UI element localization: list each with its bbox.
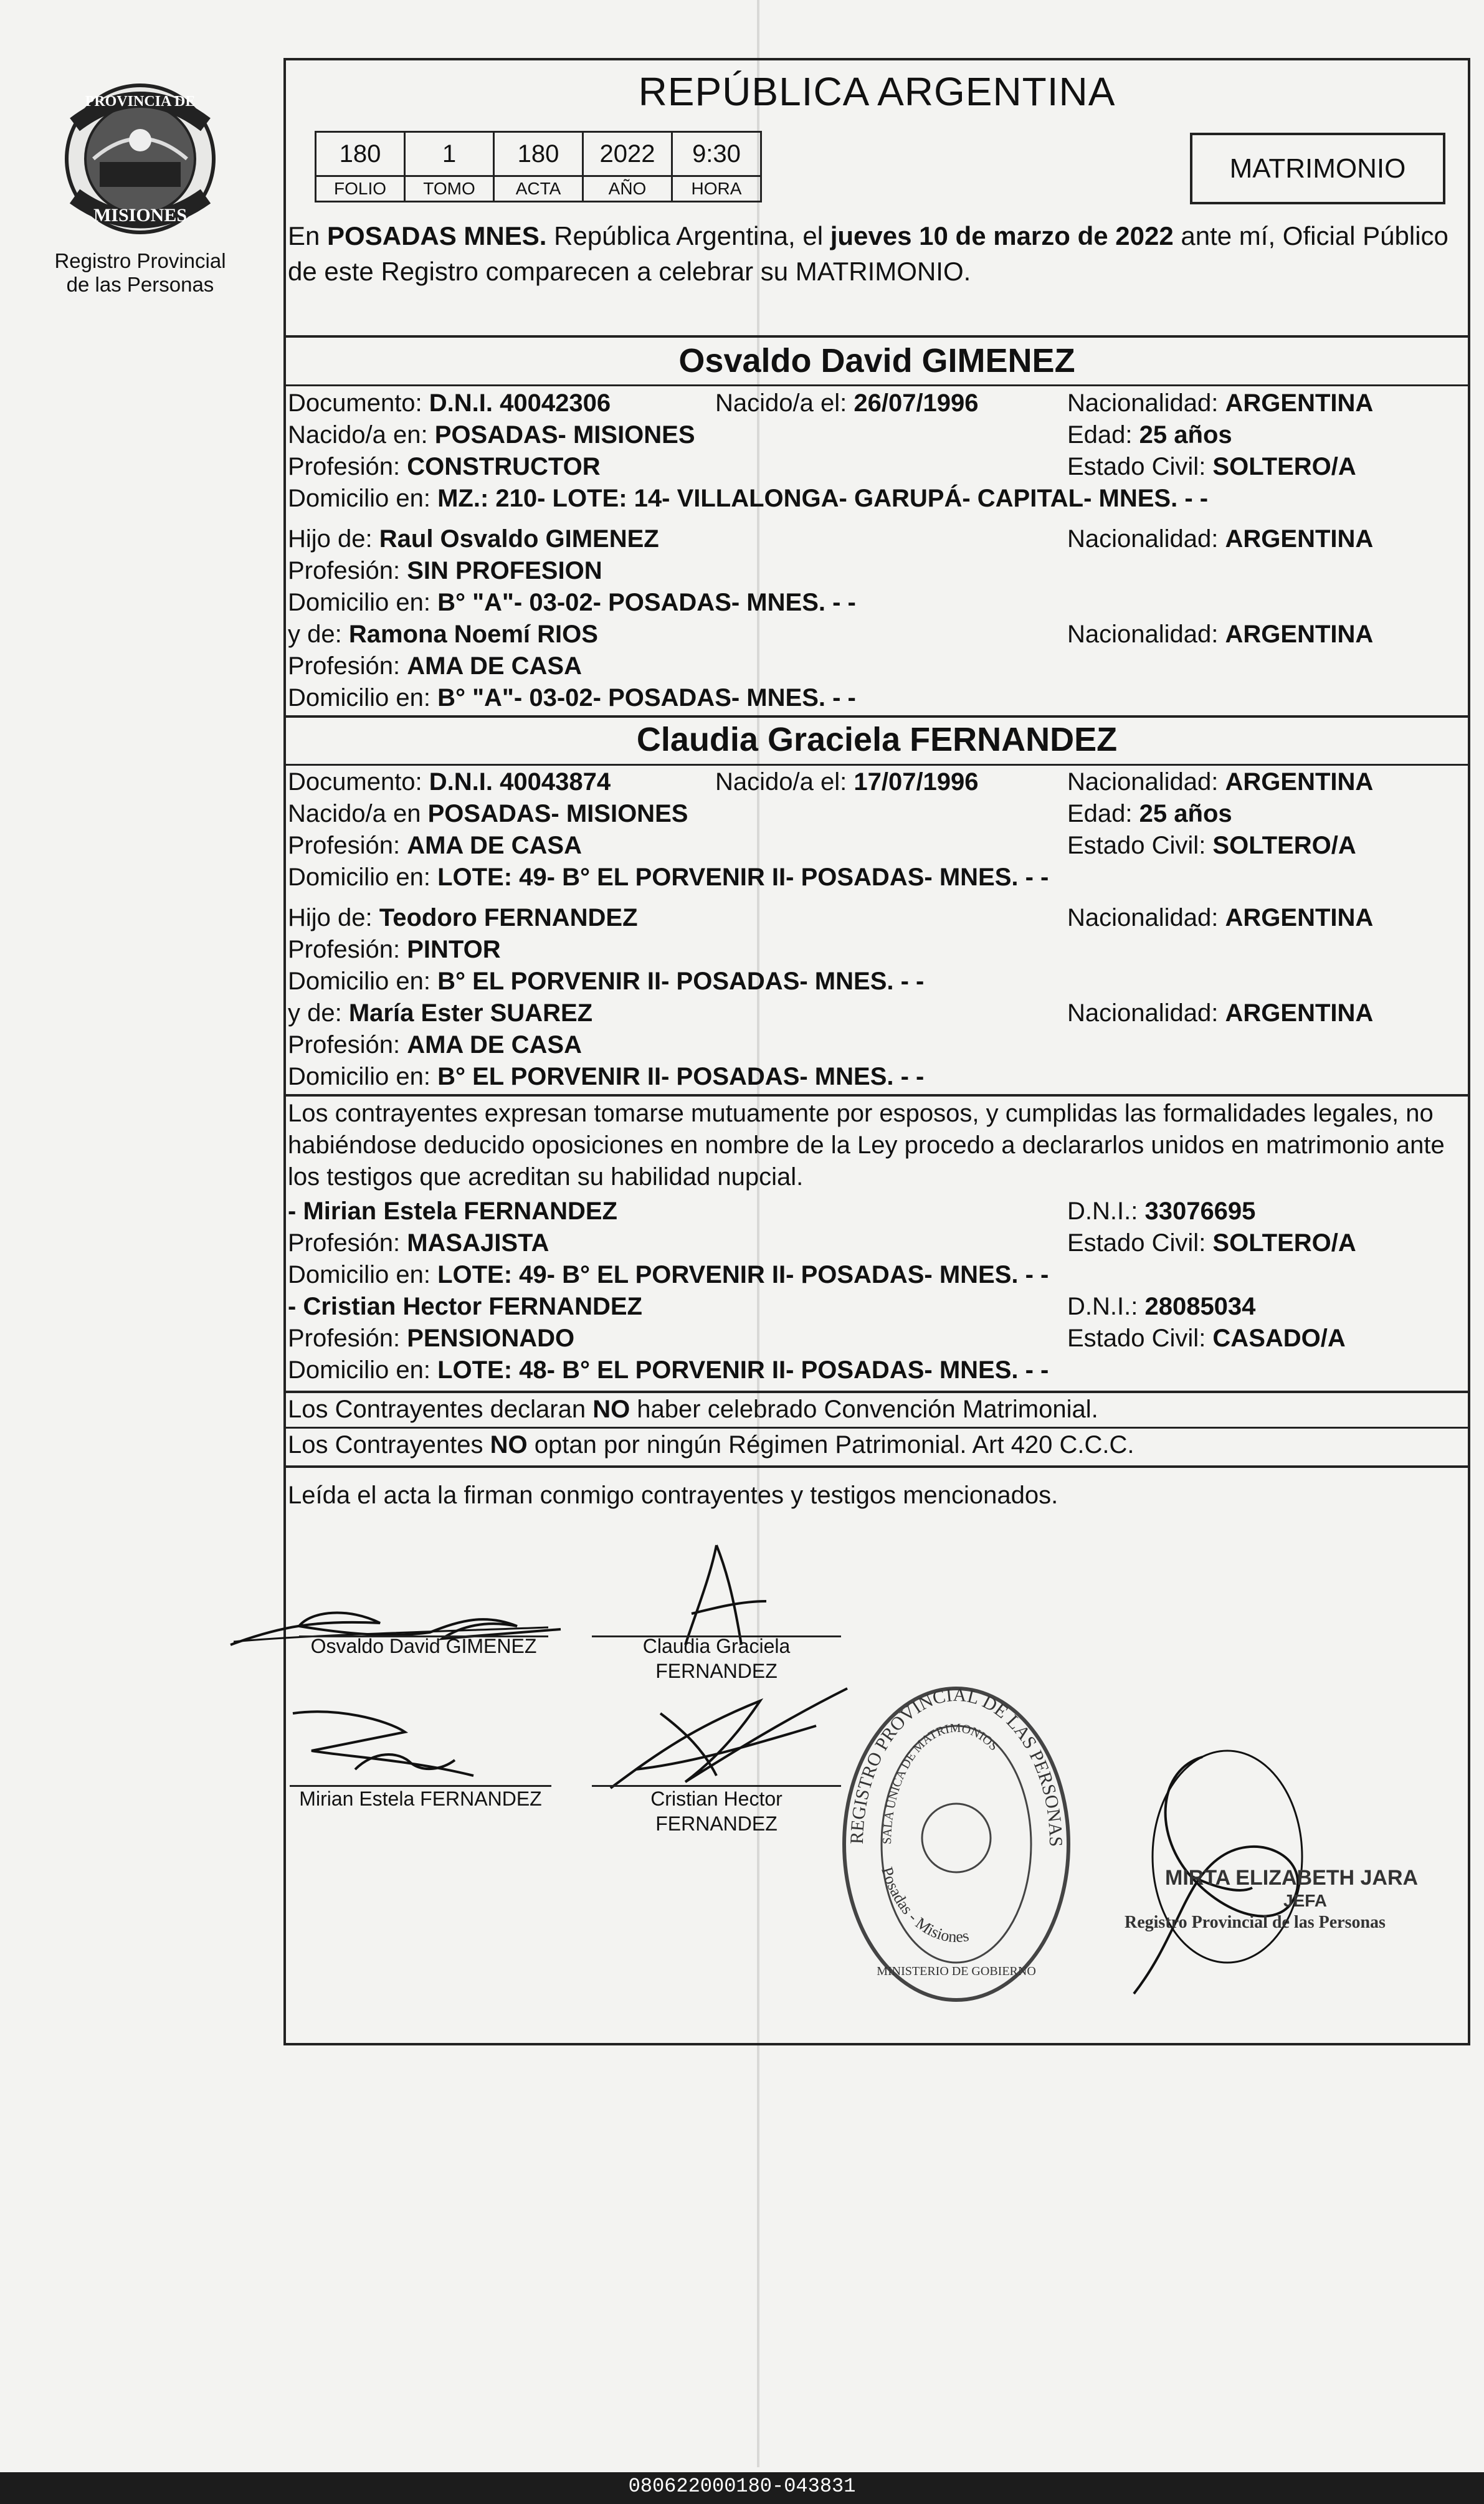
witness1-address: Domicilio en: LOTE: 49- B° EL PORVENIR II- POSADAS- MNES. - - [288,1261,1049,1288]
official-name: MIRTA ELIZABETH JARA [1165,1866,1419,1890]
signature-label-witness1: Mirian Estela FERNANDEZ [299,1788,542,1810]
spouse1-mother-nationality: Nacionalidad: ARGENTINA [1067,621,1374,648]
regime-statement: Los Contrayentes NO optan por ningún Régimen Patrimonial. Art 420 C.C.C. [288,1431,1134,1459]
official-seal [1096,1732,1445,2019]
spouse2-civil-status: Estado Civil: SOLTERO/A [1067,832,1356,859]
signature-mirian [287,1701,511,1788]
divider [283,1427,1470,1429]
place: POSADAS MNES. [327,221,547,250]
spouse1-father-nationality: Nacionalidad: ARGENTINA [1067,525,1374,553]
spouse1-civil-status: Estado Civil: SOLTERO/A [1067,453,1356,480]
folio-value: 180 [316,132,405,176]
registry-label [37,249,243,297]
registry-stamp [838,1682,1075,2006]
spouse2-birthplace: Nacido/a en POSADAS- MISIONES [288,800,688,827]
document-title: REPÚBLICA ARGENTINA [638,69,1116,114]
divider [283,384,1470,386]
spouse1-name: Osvaldo David GIMENEZ [678,342,1075,379]
divider [283,764,1470,766]
divider [283,715,1470,718]
reference-table [315,131,762,202]
province-seal-logo [62,81,218,237]
convention-statement: Los Contrayentes declaran NO haber celebrado Convención Matrimonial. [288,1396,1098,1423]
anio-value: 2022 [583,132,672,176]
spouse1-document: Documento: D.N.I. 40042306 [288,389,611,417]
spouse2-mother-profession: Profesión: AMA DE CASA [288,1031,582,1059]
tomo-value: 1 [405,132,494,176]
official-office: Registro Provincial de las Personas [1125,1913,1386,1932]
spouse1-father-address: Domicilio en: B° "A"- 03-02- POSADAS- MNES. - - [288,589,856,616]
signature-label-witness2: Cristian Hector FERNANDEZ [650,1788,782,1835]
spouse2-father-profession: Profesión: PINTOR [288,936,501,963]
witness2-address: Domicilio en: LOTE: 48- B° EL PORVENIR II- POSADAS- MNES. - - [288,1356,1049,1384]
witness2-civil-status: Estado Civil: CASADO/A [1067,1325,1346,1352]
witness1-profession: Profesión: MASAJISTA [288,1229,549,1257]
spouse2-father-nationality: Nacionalidad: ARGENTINA [1067,904,1374,931]
footer-code: 080622000180-043831 [628,2475,856,2498]
divider [283,1465,1470,1468]
tomo-label: TOMO [405,176,494,202]
signature-cristian [598,1676,860,1801]
spouse1-birthplace: Nacido/a en: POSADAS- MISIONES [288,421,695,449]
logo-top-text: PROVINCIA DE [85,93,196,110]
signature-label-spouse2: Claudia Graciela FERNANDEZ [642,1635,791,1682]
spouse2-mother-address: Domicilio en: B° EL PORVENIR II- POSADAS- MNES. - - [288,1063,925,1090]
official-role: JEFA [1283,1891,1328,1910]
spouse2-mother: y de: María Ester SUAREZ [288,999,593,1027]
spouse2-father: Hijo de: Teodoro FERNANDEZ [288,904,638,931]
acta-label: ACTA [494,176,583,202]
logo-bottom-text: MISIONES [93,205,188,226]
registry-label-line2: de las Personas [66,273,214,296]
act-type-box: MATRIMONIO [1190,133,1445,204]
anio-label: AÑO [583,176,672,202]
spouse1-mother-profession: Profesión: AMA DE CASA [288,652,582,680]
witness2-profession: Profesión: PENSIONADO [288,1325,575,1352]
hora-label: HORA [672,176,761,202]
spouse2-name: Claudia Graciela FERNANDEZ [636,721,1118,758]
spouse1-father: Hijo de: Raul Osvaldo GIMENEZ [288,525,659,553]
spouse1-birthdate: Nacido/a el: 26/07/1996 [715,389,979,417]
hora-value: 9:30 [672,132,761,176]
registry-label-line1: Registro Provincial [54,249,226,272]
witness1-civil-status: Estado Civil: SOLTERO/A [1067,1229,1356,1257]
spouse2-age: Edad: 25 años [1067,800,1232,827]
folio-label: FOLIO [316,176,405,202]
spouse2-mother-nationality: Nacionalidad: ARGENTINA [1067,999,1374,1027]
spouse1-nationality: Nacionalidad: ARGENTINA [1067,389,1374,417]
stamp-outer-text: REGISTRO PROVINCIAL DE LAS PERSONAS [846,1684,1067,1847]
divider [283,1391,1470,1393]
spouse1-mother-address: Domicilio en: B° "A"- 03-02- POSADAS- MNES. - - [288,684,856,712]
spouse2-birthdate: Nacido/a el: 17/07/1996 [715,768,979,796]
spouse1-mother: y de: Ramona Noemí RIOS [288,621,598,648]
closing-statement: Leída el acta la firman conmigo contrayentes y testigos mencionados. [288,1482,1058,1509]
spouse1-age: Edad: 25 años [1067,421,1232,449]
spouse1-father-profession: Profesión: SIN PROFESION [288,557,602,584]
witness2-dni: D.N.I.: 28085034 [1067,1293,1256,1320]
divider [283,335,1470,338]
declaration-text: Los contrayentes expresan tomarse mutuamente por esposos, y cumplidas las formalidades legales, no habiéndose deducido oposiciones en nombre de la Ley procedo a declararlos unidos en matrimonio ante los testigos que acreditan su habilidad nupcial. [288,1100,1445,1191]
spouse2-document: Documento: D.N.I. 40043874 [288,768,611,796]
spouse2-nationality: Nacionalidad: ARGENTINA [1067,768,1374,796]
spouse2-address: Domicilio en: LOTE: 49- B° EL PORVENIR II- POSADAS- MNES. - - [288,864,1049,891]
spouse2-profession: Profesión: AMA DE CASA [288,832,582,859]
acta-value: 180 [494,132,583,176]
stamp-city-text: Posadas - Misiones [878,1865,971,1946]
witness2-name: - Cristian Hector FERNANDEZ [288,1293,642,1320]
intro-paragraph: En POSADAS MNES. República Argentina, el jueves 10 de marzo de 2022 ante mí, Oficial Público de este Registro comparecen a celebrar su MATRIMONIO. [288,221,1448,286]
witness1-dni: D.N.I.: 33076695 [1067,1197,1256,1225]
divider [283,1094,1470,1097]
stamp-ministry-text: MINISTERIO DE GOBIERNO [877,1964,1036,1978]
stamp-inner-text: SALA UNICA DE MATRIMONIOS [880,1721,1001,1845]
witness1-name: - Mirian Estela FERNANDEZ [288,1197,617,1225]
spouse2-father-address: Domicilio en: B° EL PORVENIR II- POSADAS- MNES. - - [288,968,925,995]
spouse1-address: Domicilio en: MZ.: 210- LOTE: 14- VILLALONGA- GARUPÁ- CAPITAL- MNES. - - [288,485,1209,512]
signature-label-spouse1: Osvaldo David GIMENEZ [310,1635,537,1657]
spouse1-profession: Profesión: CONSTRUCTOR [288,453,601,480]
ceremony-date: jueves 10 de marzo de 2022 [830,221,1174,250]
